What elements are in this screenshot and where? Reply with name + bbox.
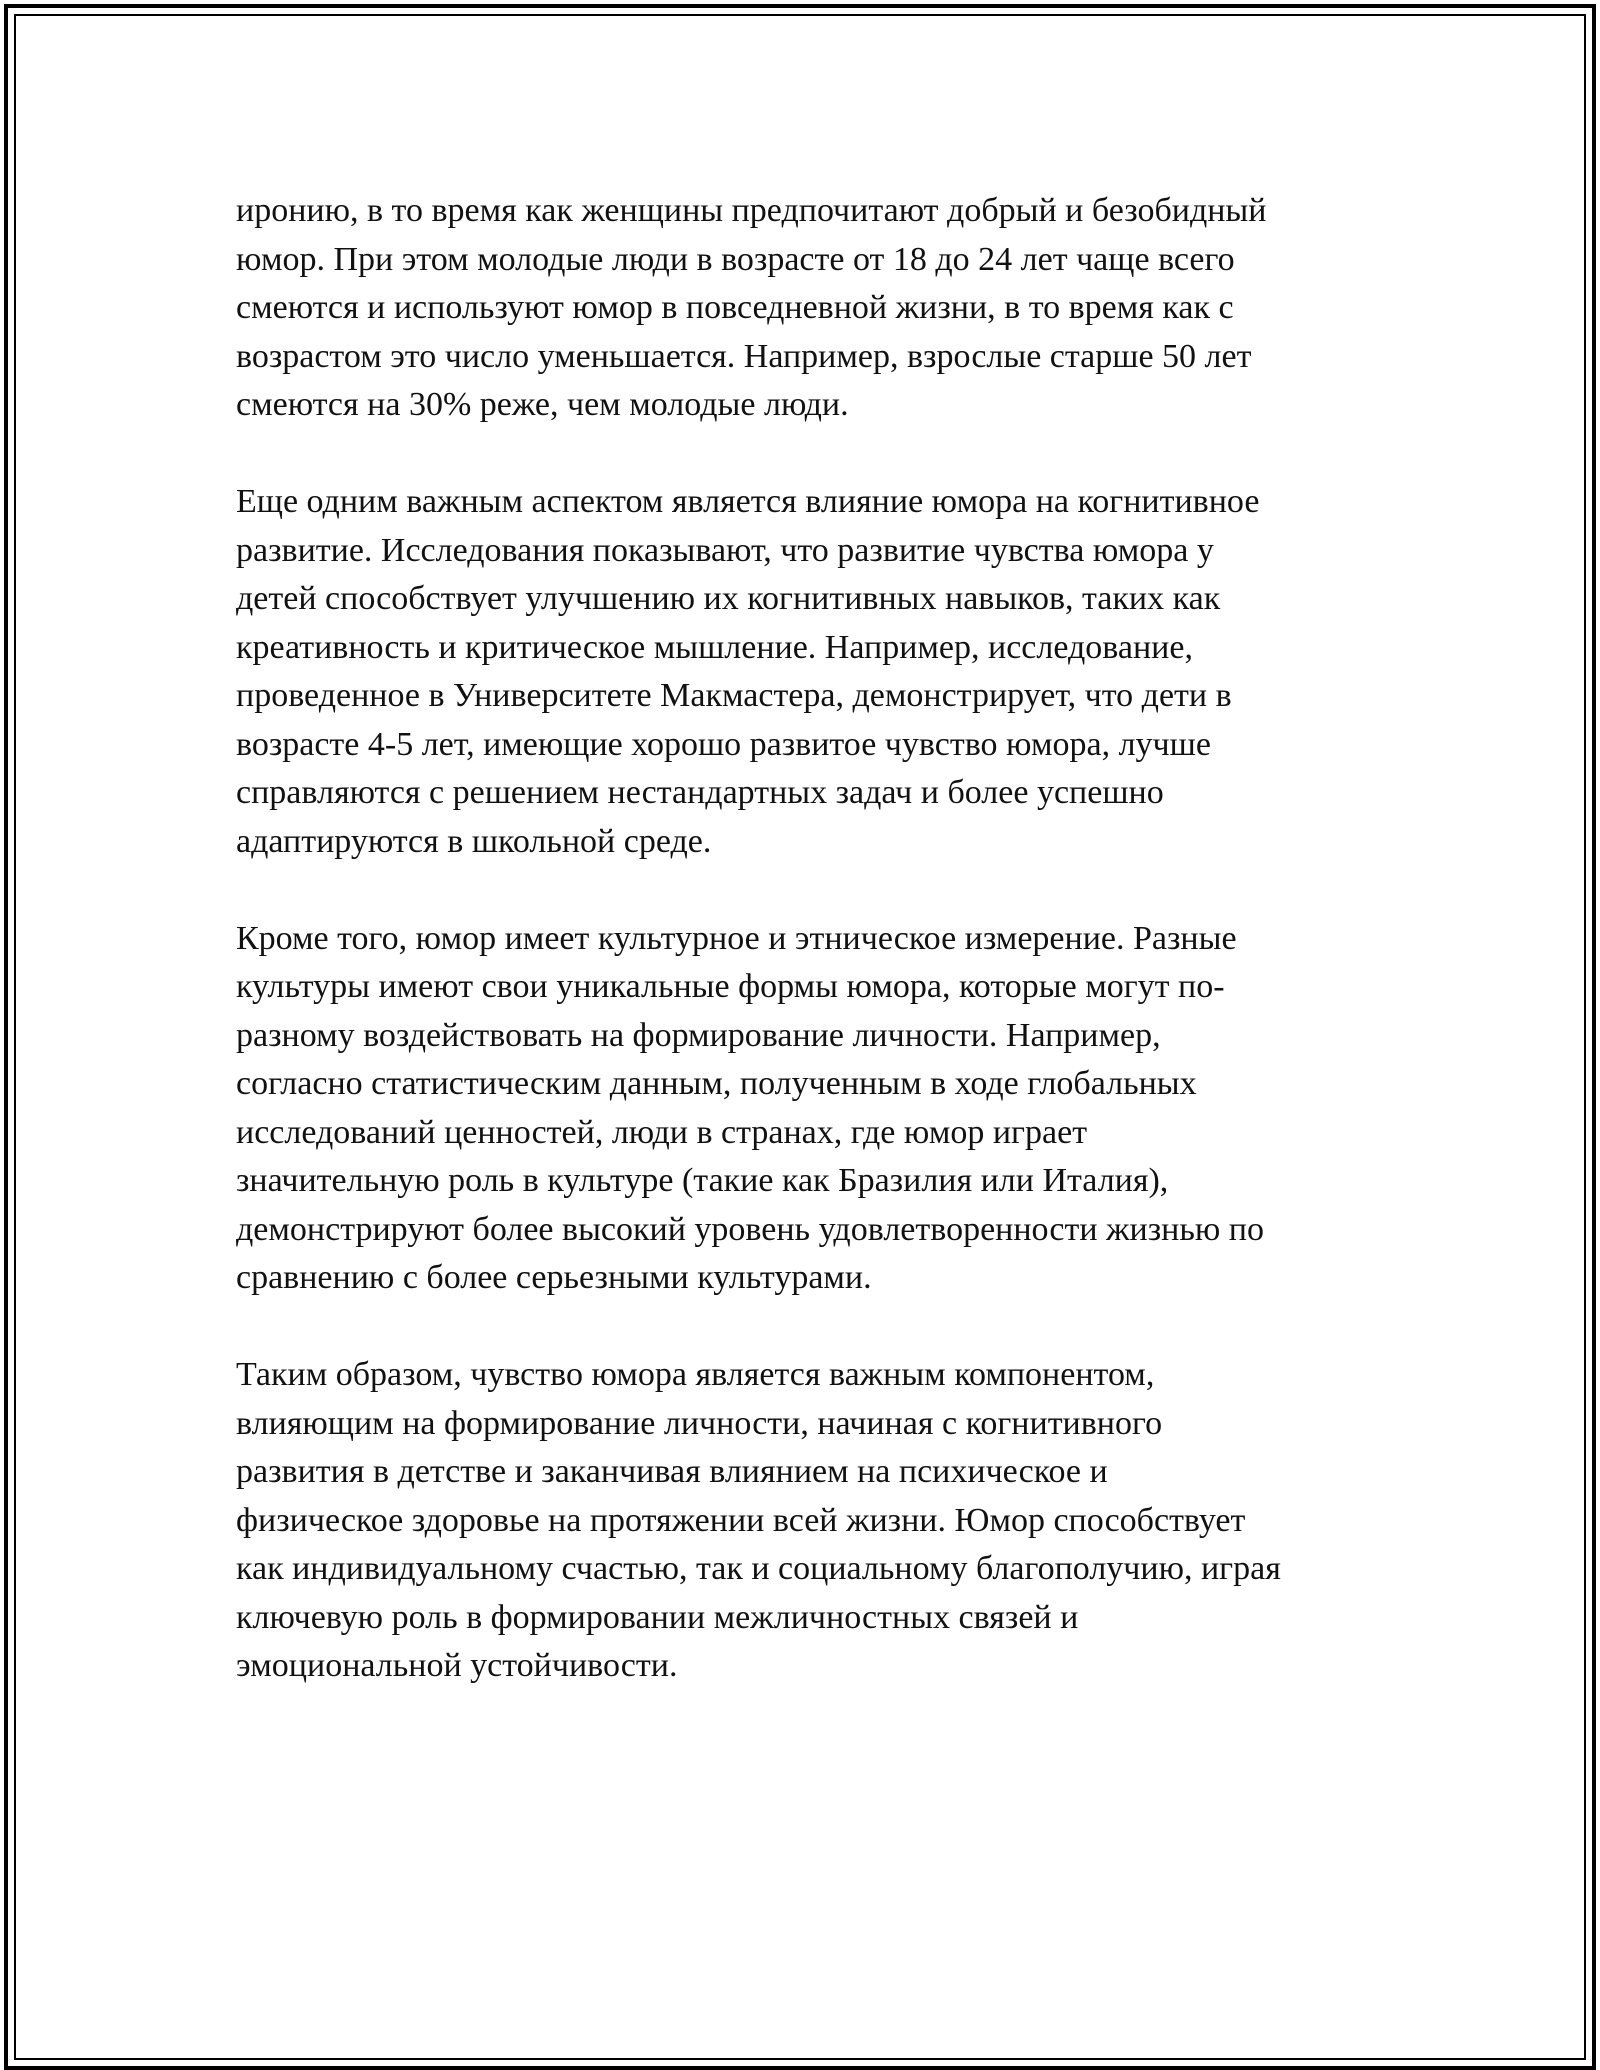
paragraph-4: Таким образом, чувство юмора является важным компонентом, влияющим на формирование личности, начиная с когнитивного развития в детстве и заканчивая влиянием на психическое и физическое здоровье на протяжении всей жизни. Юмор способствует как индивидуальному счастью, так и социальному благополучию, играя ключевую роль в формировании межличностных связей и эмоциональной устойчивости. <box>236 1356 1281 1684</box>
paragraph-1: иронию, в то время как женщины предпочитают добрый и безобидный юмор. При этом молодые люди в возрасте от 18 до 24 лет чаще всего смеются и используют юмор в повседневной жизни, в то время как с возрастом это число уменьшается. Например, взрослые старше 50 лет смеются на 30% реже, чем молодые люди. <box>236 192 1267 423</box>
document-body <box>236 187 1396 1739</box>
paragraph-2: Еще одним важным аспектом является влияние юмора на когнитивное развитие. Исследования показывают, что развитие чувства юмора у детей способствует улучшению их когнитивных навыков, таких как креативность и критическое мышление. Например, исследование, проведенное в Университете Макмастера, демонстрирует, что дети в возрасте 4-5 лет, имеющие хорошо развитое чувство юмора, лучше справляются с решением нестандартных задач и более успешно адаптируются в школьной среде. <box>236 483 1260 860</box>
paragraph-3: Кроме того, юмор имеет культурное и этническое измерение. Разные культуры имеют свои уникальные формы юмора, которые могут по- разному воздействовать на формирование личности. Например, согласно статистическим данным, полученным в ходе глобальных исследований ценностей, люди в странах, где юмор играет значительную роль в культуре (такие как Бразилия или Италия), демонстрируют более высокий уровень удовлетворенности жизнью по сравнению с более серьезными культурами. <box>236 919 1264 1296</box>
